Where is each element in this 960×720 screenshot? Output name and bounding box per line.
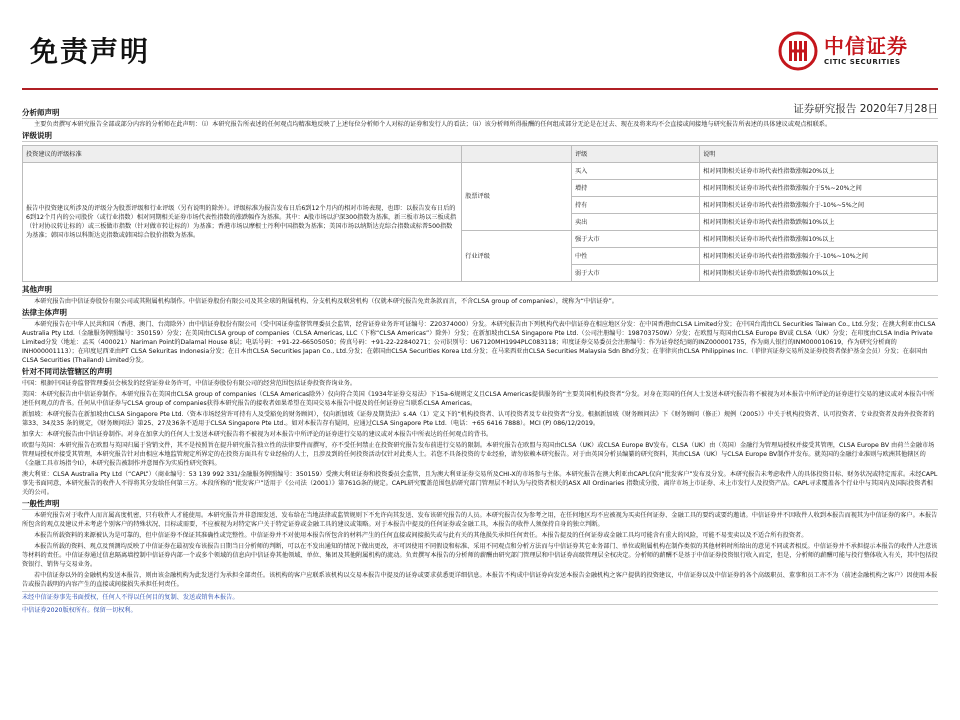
- copy-restriction-note: 未经中信证券事先书面授权，任何人不得以任何目的复制、发送或销售本报告。: [22, 591, 938, 602]
- other-body: 本研究报告由中信证券股份有限公司或其附属机构制作。中信证券股份有限公司及其全球的附属机构、分支机构及联营机构（仅就本研究报告免责条款而言，不含CLSA group of companies），统称为“中信证券”。: [34, 298, 618, 305]
- rating-header-type: [462, 146, 572, 163]
- regional-us: 美国：本研究报告由中信证券制作。本研究报告在美国由CLSA group of companies（CLSA Americas除外）仅向符合美国《1934年证券交易法》下15a-6规则定义且CLSA Americas提供服务的“主要美国机构投资者”分发。对身在美国的任何人士发送本研究报告将不被视为对本报告中所评论的证券进行交易的建议或对本报告中所述任何观点的背书。任何从中信证券与CLSA group of companies获得本研究报告的接收者如果希望在美国交易本报告中提及的任何证券应当联系CLSA Americas。: [22, 391, 935, 407]
- general-para-3: 本报告所载的资料、观点及预测均反映了中信证券在最初发布该报告日期当日分析师的判断，可以在不发出通知的情况下做出更改，亦可因使用不同假设和标准、采用不同观点和分析方法而与中信证券其它业务部门、单位或附属机构在制作类似的其他材料时所给出的意见不同或者相反。中信证券并不承担提示本报告的收件人注意该等材料的责任。中信证券通过信息隔离墙控制中信证券内部一个或多个领域的信息向中信证券其他领域、单位、集团及其他附属机构的流动。负责撰写本报告的分析师的薪酬由研究部门管理层和中信证券高级管理层全权决定。分析师的薪酬不是基于中信证券投资银行收入而定，但是，分析师的薪酬可能与投行整体收入有关，其中包括投资银行、销售与交易业务。: [22, 543, 938, 568]
- rating-overweight-desc: 相对同期相关证券市场代表性指数涨幅介于5%~20%之间: [700, 180, 938, 197]
- citic-logo: [778, 26, 938, 76]
- rating-sell-desc: 相对同期相关证券市场代表性指数跌幅10%以上: [700, 214, 938, 231]
- rating-neutral: 中性: [571, 248, 699, 265]
- rating-hold-desc: 相对同期相关证券市场代表性指数涨幅介于-10%~5%之间: [700, 197, 938, 214]
- general-para-4: 若中信证券以外的金融机构发送本报告，则由该金融机构为此发送行为承担全部责任。该机构的客户应联系该机构以交易本报告中提及的证券或要求获悉更详细信息。本报告不构成中信证券向发送本报告金融机构之客户提供的投资建议，中信证券以及中信证券的各个高级职员、董事和员工亦不为（前述金融机构之客户）因使用本报告或报告载明的内容产生的直接或间接损失承担任何责任。: [22, 572, 938, 588]
- disclaimer-content: [22, 106, 938, 615]
- regional-canada: 加拿大：本研究报告由中信证券制作。对身在加拿大的任何人士发送本研究报告将不被视为对本报告中所评论的证券进行交易的建议或对本报告中所表达的任何观点的背书。: [22, 431, 493, 438]
- logo-en-text: CITIC SECURITIES: [824, 58, 901, 66]
- general-para-2: 本报告所载资料的来源被认为是可靠的，但中信证券不保证其准确性或完整性。中信证券并不对使用本报告所包含的材料产生的任何直接或间接损失或与此有关的其他损失承担任何责任。本报告提及的任何证券或金融工具均可能含有重大的风险，可能不易变卖以及不适合所有投资者。: [34, 532, 808, 539]
- rating-underperform: 弱于大市: [571, 265, 699, 282]
- rating-header-criteria: 投资建议的评级标准: [23, 146, 462, 163]
- regional-china: 中国：根据中国证券监督管理委员会核发的经营证券业务许可，中信证券股份有限公司的经营范围包括证券投资咨询业务。: [22, 380, 357, 387]
- rating-criteria: 报告中投资建议所涉及的评级分为股票评级和行业评级（另有说明的除外）。评级标准为报告发布日后6到12个月内的相对市场表现，也即：以报告发布日后的6到12个月内的公司股价（或行业指数）相对同期相关证券市场代表性指数的涨跌幅作为基准。其中：A股市场以沪深300指数为基准，新三板市场以三板成指（针对协议转让标的）或三板做市指数（针对做市转让标的）为基准；香港市场以摩根士丹利中国指数为基准；美国市场以纳斯达克综合指数或标普500指数为基准；韩国市场以科斯达克指数或韩国综合股价指数为基准。: [23, 163, 462, 282]
- header-divider: [22, 88, 938, 90]
- rating-outperform: 强于大市: [571, 231, 699, 248]
- rating-neutral-desc: 相对同期相关证券市场代表性指数涨幅介于-10%~10%之间: [700, 248, 938, 265]
- general-para-1: 本研究报告对于收件人而言属高度机密，只有收件人才能使用。本研究报告并非意图发送、发布给在当地法律或监管规则下不允许向其发送、发布该研究报告的人员。本研究报告仅为参考之用，在任何地区均不应被视为买卖任何证券、金融工具的要约或要约邀请。中信证券并不因收件人收到本报告而视其为中信证券的客户。本报告所包含的观点及建议并未考虑个别客户的特殊状况、目标或需要，不应被视为对特定客户关于特定证券或金融工具的建议或策略。对于本报告中提及的任何证券或金融工具，本报告的收件人须保持自身的独立判断。: [22, 512, 938, 528]
- regional-heading: 针对不同司法管辖区的声明: [22, 367, 938, 378]
- report-date: 证券研究报告 2020年7月28日: [793, 103, 938, 115]
- page-title: 免责声明: [30, 35, 151, 68]
- rating-buy-desc: 相对同期相关证券市场代表性指数涨幅20%以上: [700, 163, 938, 180]
- rating-hold: 持有: [571, 197, 699, 214]
- legal-body: 本研究报告在中华人民共和国（香港、澳门、台湾除外）由中信证券股份有限公司（受中国证券监督管理委员会监管，经营证券业务许可证编号：Z20374000）分发。本研究报告由下列机构代表中信证券在相应地区分发：在中国香港由CLSA Limited分发；在中国台湾由CL Securities Taiwan Co., Ltd.分发；在澳大利亚由CLSA Australia Pty Ltd.（金融服务牌照编号：350159）分发；在美国由CLSA group of companies（CLSA Americas, LLC（下称“CLSA Americas”）除外）分发；在新加坡由CLSA Singapore Pte Ltd.（公司注册编号：198703750W）分发；在欧盟与英国由CLSA Europe BV或 CLSA（UK）分发；在印度由CLSA India Private Limited分发（地址：孟买（400021）Nariman Point的Dalamal House 8层；电话号码：+91-22-66505050；传真号码：+91-22-22840271；公司识别号：U67120MH1994PLC083118；印度证券交易委员会注册编号：作为证券经纪商的INZ000001735，作为商人银行的INM000010619，作为研究分析商的INH000001113）；在印度尼西亚由PT CLSA Sekuritas Indonesia分发；在日本由CLSA Securities Japan Co., Ltd.分发；在韩国由CLSA Securities Korea Ltd.分发；在马来西亚由CLSA Securities Malaysia Sdn Bhd分发；在菲律宾由CLSA Philippines Inc.（菲律宾证券交易所及证券投资者保护基金会员）分发；在泰国由CLSA Securities (Thailand) Limited分发。: [22, 321, 936, 364]
- citic-emblem-icon: [778, 31, 818, 71]
- rating-underperform-desc: 相对同期相关证券市场代表性指数跌幅10%以上: [700, 265, 938, 282]
- regional-australia: 澳大利亚：CLSA Australia Pty Ltd（“CAPL”）（商业编号：53 139 992 331/金融服务牌照编号：350159）受澳大利亚证券和投资委员会监管，且为澳大利亚证券交易所及CHI-X的市场参与主体。本研究报告在澳大利亚由CAPL仅向“批发客户”发布及分发。本研究报告未考虑收件人的具体投资目标、财务状况或特定需求。未经CAPL事先书面同意，本研究报告的收件人不得将其分发给任何第三方。本段所称的“批发客户”适用于《公司法（2001）》第761G条的规定。CAPL研究覆盖范围包括研究部门管理层不时认为与投资者相关的ASX All Ordinaries 指数成分股、离岸市场上市证券、未上市发行人及投资产品。CAPL寻求覆盖各个行业中与其国内及国际投资者相关的公司。: [22, 471, 938, 496]
- regional-singapore: 新加坡：本研究报告在新加坡由CLSA Singapore Pte Ltd.（资本市场经营许可持有人及受豁免的财务顾问），仅向新加坡《证券及期货法》s.4A（1）定义下的“机构投资者、认可投资者及专业投资者”分发。根据新加坡《财务顾问法》下《财务顾问（修正）规例（2005）》中关于机构投资者、认可投资者、专业投资者及海外投资者的第33、34及35 条的规定，《财务顾问法》第25、27及36条不适用于CLSA Singapore Pte Ltd.。如对本报告存有疑问，应通过CLSA Singapore Pte Ltd.（电话：+65 6416 7888）。MCI (P) 086/12/2019。: [22, 411, 935, 427]
- regional-eu-uk: 欧盟与英国：本研究报告在欧盟与英国归属于营销文件，其不是按照旨在提升研究报告独立性的法律要件而撰写，亦不受任何禁止在投资研究报告发布前进行交易的限制。本研究报告在欧盟与英国由CLSA（UK）或CLSA Europe BV发布。CLSA（UK）由（英国）金融行为管理局授权并接受其管理，CLSA Europe BV 由荷兰金融市场管理局授权并接受其管理，本研究报告针对由相应本地监管规定所界定的在投资方面具有专业经验的人士，且涉及到的任何投资活动仅针对此类人士。若您不具备投资的专业经验，请勿依赖本研究报告。对于由英国分析员编纂的研究资料，其由CLSA（UK）与CLSA Europe BV制作并发布。就英国的金融行业准则与欧洲其他辖区的《金融工具市场指令II》，本研究报告被制作并意图作为实质性研究资料。: [22, 442, 935, 467]
- rating-sell: 卖出: [571, 214, 699, 231]
- other-heading: 其他声明: [22, 285, 938, 296]
- rating-header-rating: 评级: [571, 146, 699, 163]
- analyst-body: 主要负责撰写本研究报告全部或部分内容的分析师在此声明：（i）本研究报告所表述的任何观点均精准地反映了上述每位分析师个人对标的证券和发行人的看法；（ii）该分析师所得报酬的任何组成部分无论是在过去、现在及将来均不会直接或间接地与研究报告所表述的具体建议或观点相联系。: [34, 121, 832, 128]
- legal-heading: 法律主体声明: [22, 308, 938, 319]
- rating-header-desc: 说明: [700, 146, 938, 163]
- rating-table-header: [23, 146, 938, 163]
- industry-rating-label: 行业评级: [462, 231, 572, 282]
- rating-heading: 评级说明: [22, 131, 938, 142]
- logo-cn-text: 中信证券: [824, 34, 908, 58]
- analyst-heading: 分析师声明: [22, 108, 938, 119]
- stock-rating-label: 股票评级: [462, 163, 572, 231]
- rating-overweight: 增持: [571, 180, 699, 197]
- general-heading: 一般性声明: [22, 499, 938, 510]
- rating-table: [22, 145, 938, 282]
- table-row: [23, 163, 938, 180]
- rating-buy: 买入: [571, 163, 699, 180]
- copyright-note: 中信证券2020版权所有。保留一切权利。: [22, 604, 938, 615]
- rating-outperform-desc: 相对同期相关证券市场代表性指数涨幅10%以上: [700, 231, 938, 248]
